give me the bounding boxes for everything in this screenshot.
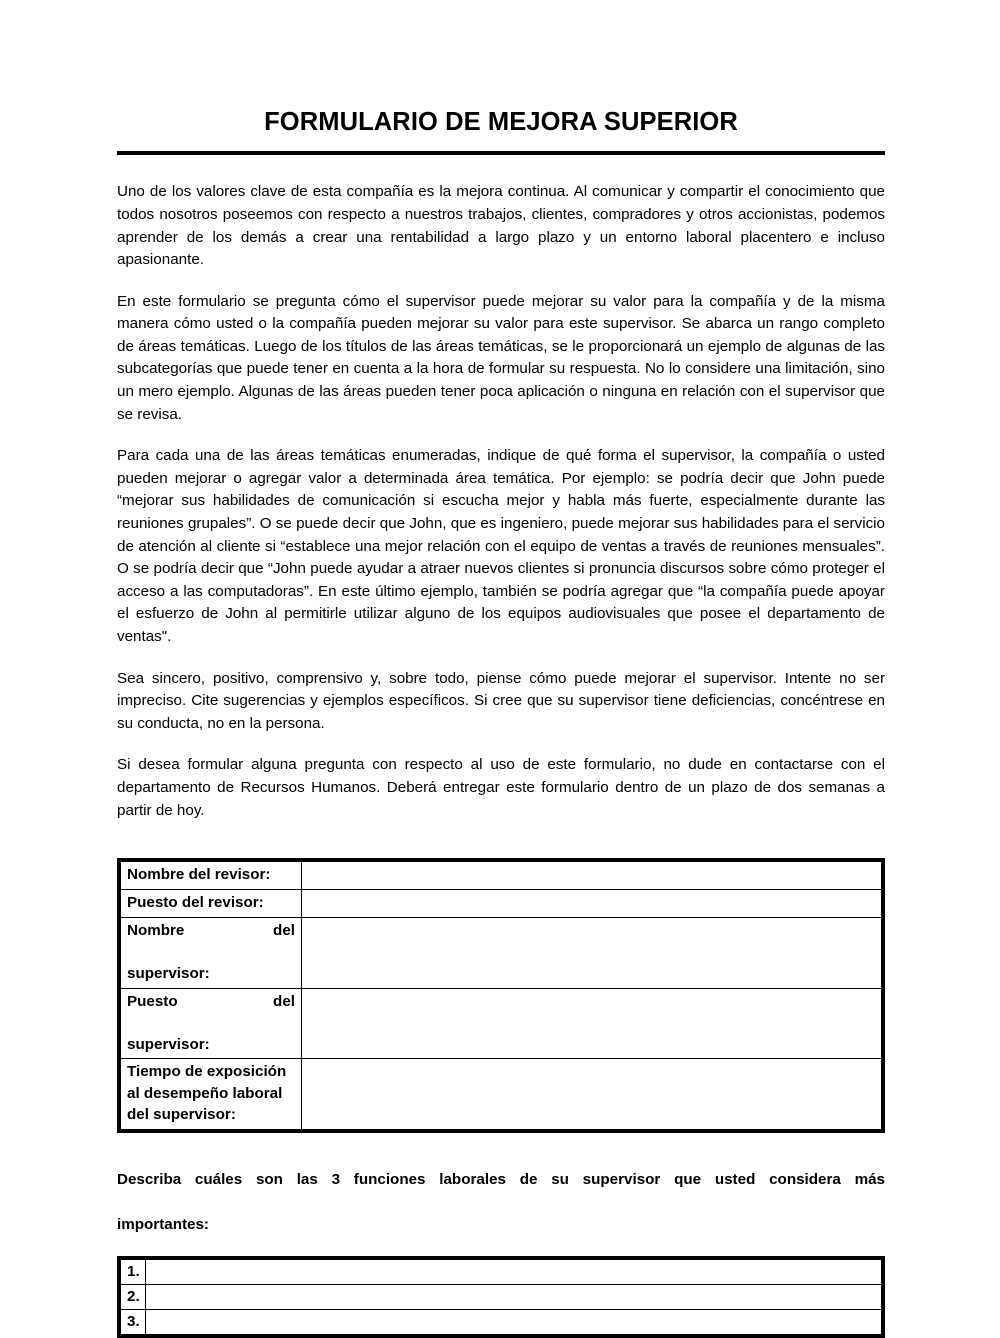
field-exposure-time[interactable] [302,1059,882,1130]
field-function-1[interactable] [146,1260,882,1285]
reviewer-info-table [117,858,885,1133]
paragraph-5: Si desea formular alguna pregunta con respecto al uso de este formulario, no dude en contactarse con el departamento de Recursos Humanos. Deberá entregar este formulario dentro de un plazo de dos semanas a partir de hoy. [117,756,885,819]
paragraph-4: Sea sincero, positivo, comprensivo y, sobre todo, piense cómo puede mejorar el supervisor. Intente no ser impreciso. Cite sugerencias y ejemplos específicos. Si cree que su supervisor tiene deficiencias, concéntrese en su conducta, no en la persona. [117,669,885,732]
list-number-1: 1. [121,1260,146,1285]
label-supervisor-name-line1: Nombre del [127,922,295,940]
document-content [117,0,885,1338]
functions-heading-line2: importantes: [117,1215,209,1233]
intro-body [117,181,885,822]
label-supervisor-position-line2: supervisor: [127,1035,210,1053]
list-number-2: 2. [121,1285,146,1310]
field-function-2[interactable] [146,1285,882,1310]
table-row [121,862,882,890]
list-number-3: 3. [121,1310,146,1335]
field-reviewer-name[interactable] [302,862,882,890]
list-item [121,1310,882,1335]
paragraph-3: Para cada una de las áreas temáticas enumeradas, indique de qué forma el supervisor, la compañía o usted pueden mejorar o agregar valor a determinada área temática. Por ejemplo: se podría decir que John puede “mejorar sus habilidades de comunicación si escucha mejor y habla más fuerte, especialmente durante las reuniones grupales”. O se puede decir que John, que es ingeniero, puede mejorar sus habilidades para el servicio de atención al cliente si “establece una mejor relación con el equipo de ventas a través de reuniones mensuales”. O se podría decir que “John puede ayudar a atraer nuevos clientes si pronuncia discursos sobre cómo proteger el acceso a las computadoras”. En este último ejemplo, también se podría agregar que “la compañía puede apoyar el esfuerzo de John al permitirle utilizar alguno de los equipos audiovisuales que posee el departamento de ventas". [117,447,885,645]
field-supervisor-position[interactable] [302,988,882,1059]
list-item [121,1260,882,1285]
list-item [121,1285,882,1310]
table-row [121,890,882,918]
label-supervisor-position [121,988,302,1059]
label-supervisor-name-line2: supervisor: [127,965,210,983]
paragraph-2: En este formulario se pregunta cómo el supervisor puede mejorar su valor para la compañía y de la misma manera cómo usted o la compañía pueden mejorar su valor para este supervisor. Se abarca un rango completo de áreas temáticas. Luego de los títulos de las áreas temáticas, se le proporcionará un ejemplo de algunas de las subcategorías que puede tener en cuenta a la hora de formular su respuesta. No lo considere una limitación, sino un mero ejemplo. Algunas de las áreas pueden tener poca aplicación o ninguna en relación con el supervisor que se revisa. [117,292,885,423]
table-row [121,988,882,1059]
paragraph-1: Uno de los valores clave de esta compañía es la mejora continua. Al comunicar y compartir el conocimiento que todos nosotros poseemos con respecto a nuestros trabajos, clientes, compradores y otros accionistas, podemos aprender de los demás a crear una rentabilidad a largo plazo y un entorno laboral placentero e incluso apasionante. [117,183,885,269]
table-row [121,918,882,989]
functions-section-heading [117,1169,885,1237]
field-reviewer-position[interactable] [302,890,882,918]
label-reviewer-name: Nombre del revisor: [121,862,302,890]
title-divider [117,151,885,155]
table-row [121,1059,882,1130]
label-exposure-time: Tiempo de exposición al desempeño laboral del supervisor: [121,1059,302,1130]
field-function-3[interactable] [146,1310,882,1335]
functions-list-table [117,1256,885,1338]
label-supervisor-name [121,918,302,989]
functions-heading-line1: Describa cuáles son las 3 funciones laborales de su supervisor que usted considera más [117,1170,885,1188]
label-reviewer-position: Puesto del revisor: [121,890,302,918]
page-title: FORMULARIO DE MEJORA SUPERIOR [264,108,738,136]
field-supervisor-name[interactable] [302,918,882,989]
label-supervisor-position-line1: Puesto del [127,992,295,1010]
